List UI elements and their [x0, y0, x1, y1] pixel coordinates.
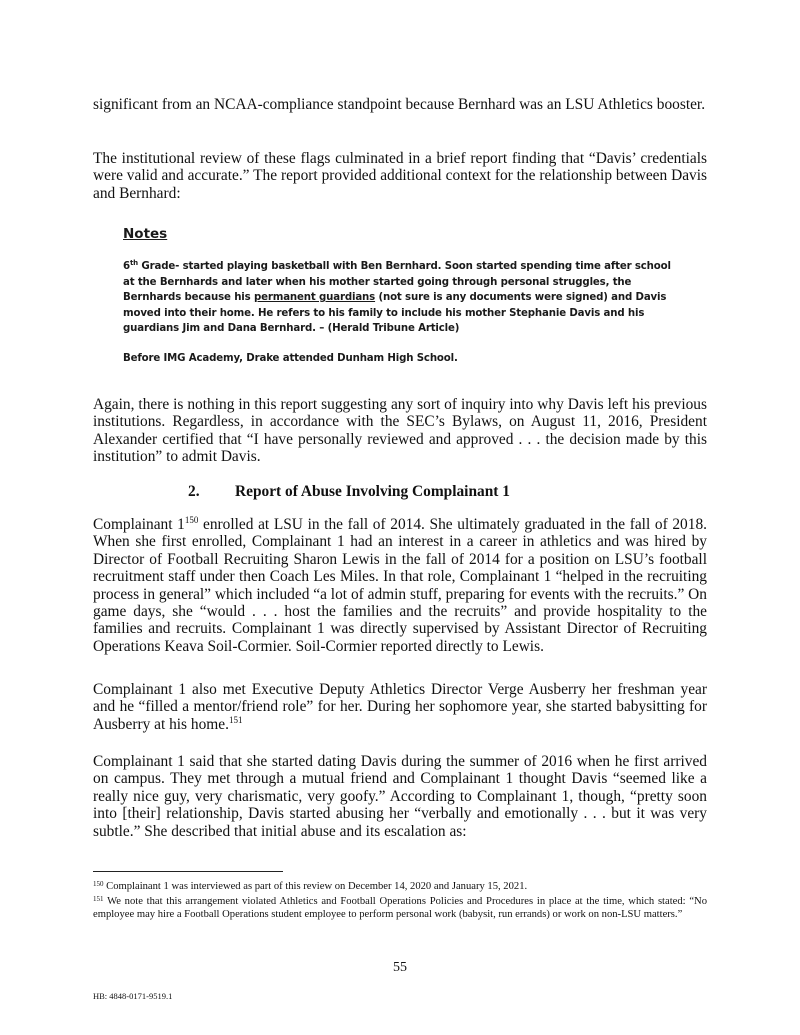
- notes-body: [123, 259, 683, 337]
- footnote-ref-151: 151: [228, 714, 243, 725]
- paragraph-body: enrolled at LSU in the fall of 2014. She ultimately graduated in the fall of 2018. When she first enrolled, Complainant 1 had an interest in a career in athletics and was hired by Director of Football Recruiting Sharon Lewis in the fall of 2014 for a position on LSU’s football recruitment staff under then Coach Les Miles. In that role, Complainant 1 “helped in the recruiting process in general” which included “a lot of admin stuff, preparing for events with the recruits.” On game days, she “would . . . host the families and the recruits” and provide hospitality to the families and recruits. Complainant 1 was directly supervised by Assistant Director of Recruiting Operations Keava Soil-Cormier. Soil-Cormier reported directly to Lewis.: [93, 516, 707, 655]
- section-number: 2.: [188, 483, 200, 500]
- paragraph-ausberry: [93, 681, 707, 733]
- notes-text-part-1: Grade- started playing basketball with Ben Bernhard. Soon started spending time after school at the Bernhards and later when his mother started going through personal struggles, the Bernhards because his: [123, 261, 671, 303]
- footnote-number: 150: [93, 880, 104, 888]
- section-heading: [188, 483, 510, 501]
- notes-title: Notes: [123, 226, 168, 242]
- notes-excerpt-image: [118, 223, 698, 378]
- footnote-150: [93, 880, 707, 893]
- paragraph-no-inquiry: Again, there is nothing in this report suggesting any sort of inquiry into why Davis left his previous institutions. Regardless, in accordance with the SEC’s Bylaws, on August 11, 2016, President Alexander certified that “I have personally reviewed and approved . . . the decision made by this institution” to admit Davis.: [93, 396, 707, 466]
- notes-underlined-text: permanent guardians: [253, 292, 376, 303]
- footnote-divider: [93, 871, 283, 872]
- paragraph-dating-davis: Complainant 1 said that she started dating Davis during the summer of 2016 when he first arrived on campus. They met through a mutual friend and Complainant 1 thought Davis “seemed like a really nice guy, very charismatic, very goofy.” According to Complainant 1, though, “pretty soon into [their] relationship, Davis started abusing her “verbally and emotionally . . . but it was very subtle.” She described that initial abuse and its escalation as:: [93, 753, 707, 840]
- paragraph-lead: Complainant 1: [93, 516, 185, 533]
- footnote-text: Complainant 1 was interviewed as part of this review on December 14, 2020 and January 15, 2021.: [103, 881, 528, 892]
- paragraph-complainant-enrollment: [93, 516, 707, 655]
- footnote-number: 151: [93, 895, 104, 903]
- notes-footer-line: Before IMG Academy, Drake attended Dunham High School.: [123, 353, 458, 364]
- notes-grade-number: 6: [123, 261, 130, 272]
- notes-text-part-2: (not sure is any documents were signed) and Davis moved into their home. He refers to his family to include his mother Stephanie Davis and his guardians Jim and Dana Bernhard. – (Herald Tribune Article): [123, 292, 667, 334]
- section-title: Report of Abuse Involving Complainant 1: [235, 483, 510, 500]
- paragraph-institutional-review: The institutional review of these flags culminated in a brief report finding that “Davis’ credentials were valid and accurate.” The report provided additional context for the relationship between Davis and Bernhard:: [93, 150, 707, 202]
- notes-grade-suffix: th: [129, 259, 138, 267]
- footnote-151: [93, 895, 707, 921]
- paragraph-ncaa-booster: significant from an NCAA-compliance standpoint because Bernhard was an LSU Athletics booster.: [93, 96, 706, 113]
- document-id: HB: 4848-0171-9519.1: [93, 991, 173, 1001]
- page-number: 55: [393, 960, 407, 975]
- footnote-text: We note that this arrangement violated Athletics and Football Operations Policies and Procedures in place at the time, which stated: “No employee may hire a Football Operations student employee to perform personal work (babysit, run errands) or work on non-LSU matters.”: [93, 896, 707, 921]
- footnote-ref-150: 150: [184, 515, 199, 525]
- paragraph-body: Complainant 1 also met Executive Deputy Athletics Director Verge Ausberry her freshman year and he “filled a mentor/friend role” for her. During her sophomore year, she started babysitting for Ausberry at his home.: [93, 681, 707, 733]
